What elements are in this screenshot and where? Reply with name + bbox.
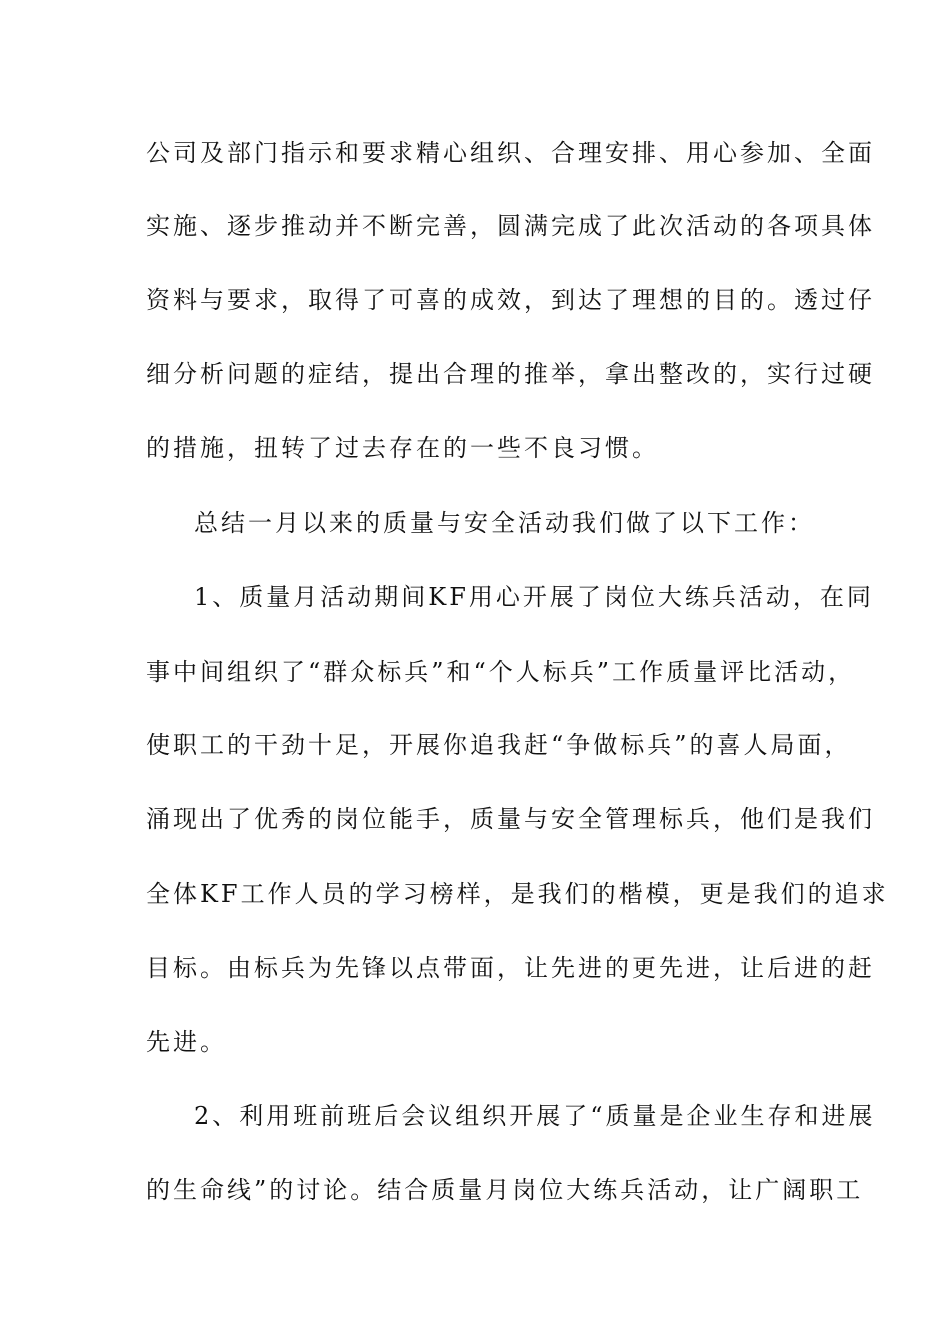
- summary-intro-line: 总结一月以来的质量与安全活动我们做了以下工作：: [194, 509, 815, 537]
- item-1-line-6: 目标。由标兵为先锋以点带面，让先进的更先进，让后进的赶: [146, 954, 875, 982]
- item-1-line-4: 涌现出了优秀的岗位能手，质量与安全管理标兵，他们是我们: [146, 805, 875, 833]
- item-2-line-1: 2、利用班前班后会议组织开展了“质量是企业生存和进展: [194, 1102, 876, 1130]
- paragraph-1-line-1: 公司及部门指示和要求精心组织、合理安排、用心参加、全面: [146, 139, 875, 167]
- paragraph-1-line-2: 实施、逐步推动并不断完善，圆满完成了此次活动的各项具体: [146, 212, 875, 240]
- paragraph-1-line-3: 资料与要求，取得了可喜的成效，到达了理想的目的。透过仔: [146, 286, 875, 314]
- item-1-line-1: 1、质量月活动期间KF用心开展了岗位大练兵活动，在同: [194, 583, 874, 611]
- paragraph-1-line-5: 的措施，扭转了过去存在的一些不良习惯。: [146, 434, 659, 462]
- item-1-line-5: 全体KF工作人员的学习榜样，是我们的楷模，更是我们的追求: [146, 880, 889, 908]
- item-1-line-2: 事中间组织了“群众标兵”和“个人标兵”工作质量评比活动，: [146, 658, 856, 686]
- item-2-line-2: 的生命线”的讨论。结合质量月岗位大练兵活动，让广阔职工: [146, 1176, 864, 1204]
- item-1-line-3: 使职工的干劲十足，开展你追我赶“争做标兵”的喜人局面，: [146, 731, 852, 759]
- paragraph-1-line-4: 细分析问题的症结，提出合理的推举，拿出整改的，实行过硬: [146, 360, 875, 388]
- item-1-line-7: 先进。: [146, 1028, 227, 1056]
